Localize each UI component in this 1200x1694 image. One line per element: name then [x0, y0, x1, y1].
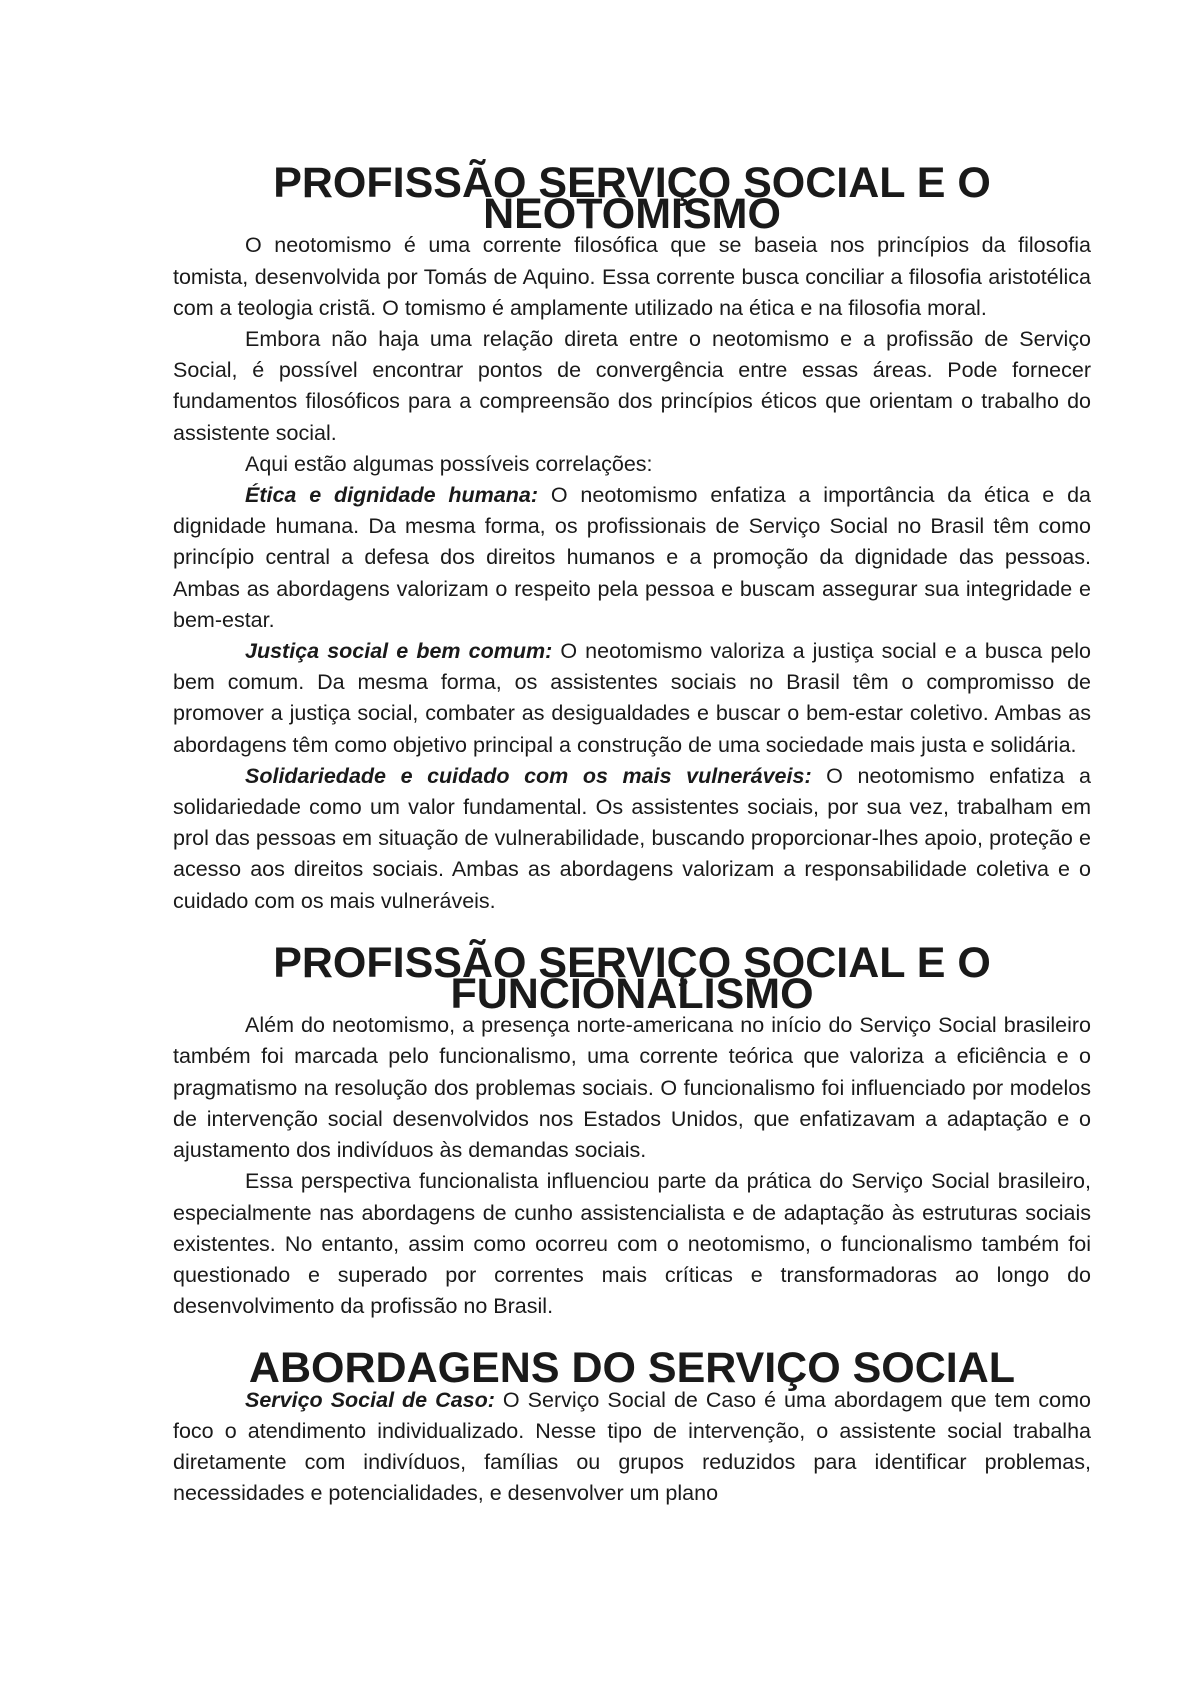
correlation-term: Justiça social e bem comum: [245, 639, 553, 664]
paragraph: Aqui estão algumas possíveis correlações: [245, 451, 653, 476]
paragraph: Além do neotomismo, a presença norte-americana no início do Serviço Social brasileiro também foi marcada pelo funcionalismo, uma corrente teórica que valoriza a eficiência e o pragmatismo na resolução dos problemas sociais. O funcionalismo foi influenciado por modelos de intervenção social desenvolvidos nos Estados Unidos, que enfatizavam a adaptação e o ajustamento dos indivíduos às demandas sociais. [173, 1013, 1091, 1163]
approach-term: Serviço Social de Caso: [245, 1387, 495, 1412]
approach-text: O Serviço Social de Caso é uma abordagem que tem como foco o atendimento individualizado. Nesse tipo de intervenção, o assistente social trabalha diretamente com indivíduos, famílias ou grupos reduzidos para identificar problemas, necessidades e potencialidades, e desenvolver um plano [173, 1387, 1092, 1506]
section-heading-neotomismo: PROFISSÃO SERVIÇO SOCIAL E O NEOTOMISMO [273, 159, 991, 239]
correlation-term: Ética e dignidade humana: [245, 483, 538, 508]
correlation-term: Solidariedade e cuidado com os mais vulneráveis: [245, 763, 812, 788]
document-page [173, 159, 1092, 1509]
correlation-item [173, 480, 1091, 636]
correlation-item [173, 761, 1091, 917]
section-heading-funcionalismo: PROFISSÃO SERVIÇO SOCIAL E O FUNCIONALISMO [273, 938, 991, 1019]
paragraph: Embora não haja uma relação direta entre o neotomismo e a profissão de Serviço Social, é possível encontrar pontos de convergência entre essas áreas. Pode fornecer fundamentos filosóficos para a compreensão dos princípios éticos que orientam o trabalho do assistente social. [173, 327, 1091, 445]
approach-item [173, 1385, 1091, 1510]
correlation-text: O neotomismo enfatiza a importância da ética e da dignidade humana. Da mesma forma, os profissionais de Serviço Social no Brasil têm como princípio central a defesa dos direitos humanos e a promoção da dignidade das pessoas. Ambas as abordagens valorizam o respeito pela pessoa e buscam assegurar sua integridade e bem-estar. [173, 483, 1091, 632]
correlation-text: O neotomismo enfatiza a solidariedade como um valor fundamental. Os assistentes sociais, por sua vez, trabalham em prol das pessoas em situação de vulnerabilidade, buscando proporcionar-lhes apoio, proteção e acesso aos direitos sociais. Ambas as abordagens valorizam a responsabilidade coletiva e o cuidado com os mais vulneráveis. [173, 763, 1091, 913]
section-heading-abordagens: ABORDAGENS DO SERVIÇO SOCIAL [248, 1344, 1016, 1393]
paragraph: O neotomismo é uma corrente filosófica que se baseia nos princípios da filosofia tomista, desenvolvida por Tomás de Aquino. Essa corrente busca conciliar a filosofia aristotélica com a teologia cristã. O tomismo é amplamente utilizado na ética e na filosofia moral. [173, 233, 1091, 320]
correlation-item [173, 636, 1091, 761]
correlation-text: O neotomismo valoriza a justiça social e a busca pelo bem comum. Da mesma forma, os assistentes sociais no Brasil têm o compromisso de promover a justiça social, combater as desigualdades e buscar o bem-estar coletivo. Ambas as abordagens têm como objetivo principal a construção de uma sociedade mais justa e solidária. [173, 639, 1091, 757]
paragraph: Essa perspectiva funcionalista influenciou parte da prática do Serviço Social brasileiro, especialmente nas abordagens de cunho assistencialista e de adaptação às estruturas sociais existentes. No entanto, assim como ocorreu com o neotomismo, o funcionalismo também foi questionado e superado por correntes mais críticas e transformadoras ao longo do desenvolvimento da profissão no Brasil. [173, 1169, 1091, 1319]
